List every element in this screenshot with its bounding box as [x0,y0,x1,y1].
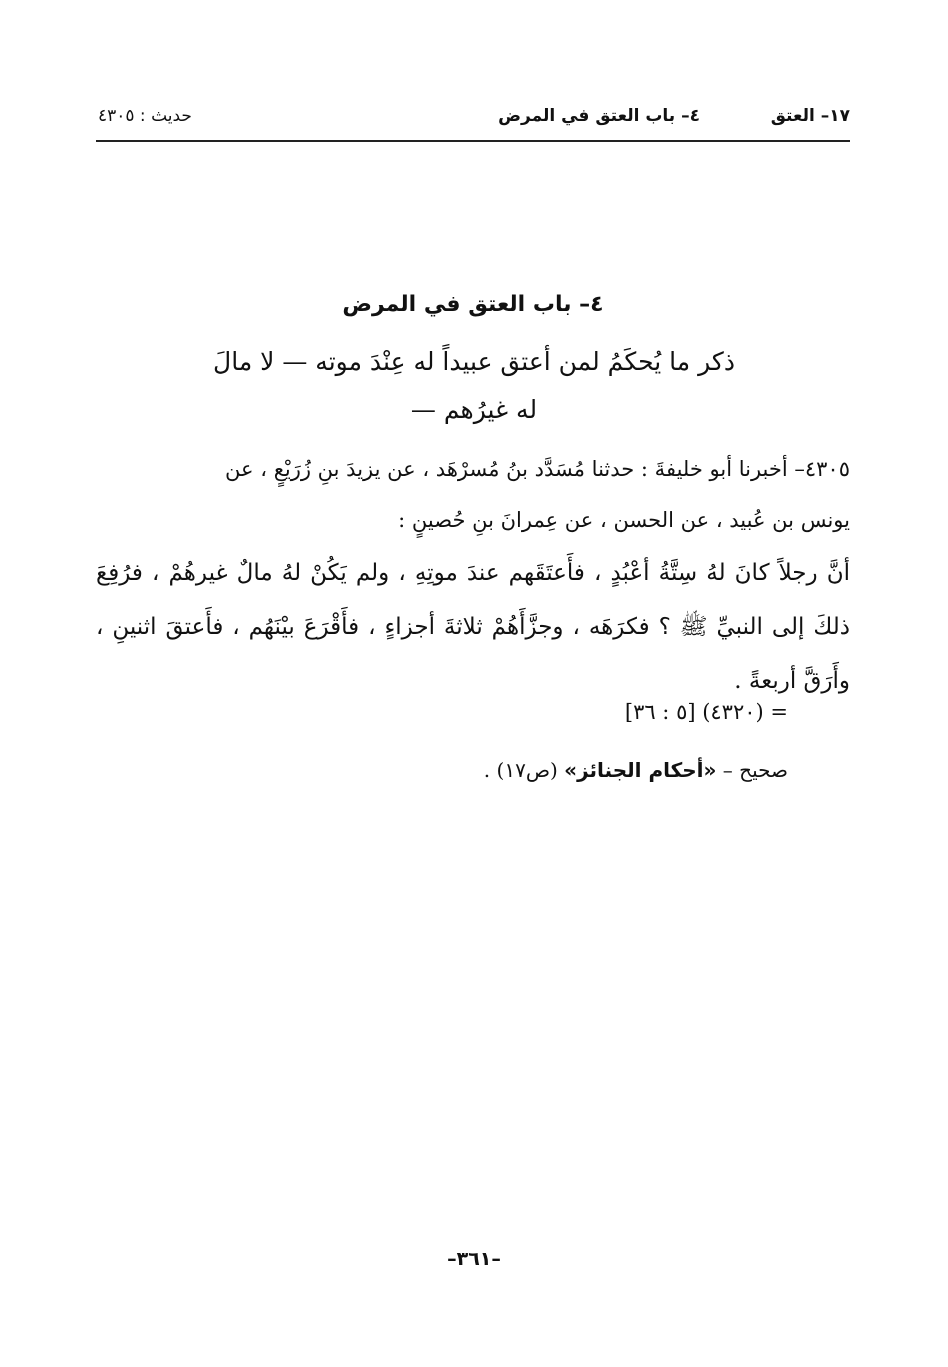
isnad-line-2: يونس بن عُبيد ، عن الحسن ، عن عِمرانَ بنِ حُصينٍ : [398,508,850,532]
grading-source-book: «أحكام الجنائز» [564,758,717,782]
chapter-subtitle: ذكر ما يُحكَمُ لمن أعتق عبيداً له عِنْدَ موته — لا مالَ له غيرُهم — [213,347,735,424]
header-chapter-title: ١٧– العتق [770,106,850,126]
section-title: ٤– باب العتق في المرض [342,292,604,317]
hadith-body [96,444,850,708]
header-hadith-number: حديث : ٤٣٠٥ [98,106,192,126]
isnad-line-1: ٤٣٠٥– أخبرنا أبو خليفةَ : حدثنا مُسَدَّد بنُ مُسرْهَد ، عن يزيدَ بنِ زُرَيْعٍ ، عن [225,457,850,481]
running-header [96,102,850,136]
page-number: –٣٦١– [447,1248,501,1270]
cross-references: = (٤٣٢٠) [٥ : ٣٦] [624,700,788,724]
header-section-title: ٤– باب العتق في المرض [498,106,700,126]
grading-verdict: صحيح – [722,758,788,782]
hadith-grading [484,758,788,782]
grading-page-ref: (ص١٧) . [483,758,558,782]
header-divider [96,140,850,142]
hadith-matn: أنَّ رجلاً كانَ لهُ سِتَّةُ أعْبُدٍ ، فأَعتَقَهم عندَ موتِهِ ، ولم يَكُنْ لهُ مالٌ غيرهُمْ ، فرُفِعَ ذلكَ إلى النبيِّ ﷺ ؟ فكرَهَه ، وجزَّأَهُمْ ثلاثةَ أجزاءٍ ، فأَقْرَعَ بيْنَهُم ، فأَعتقَ اثنينِ ، وأَرَقَّ أربعةً . [96,560,850,694]
